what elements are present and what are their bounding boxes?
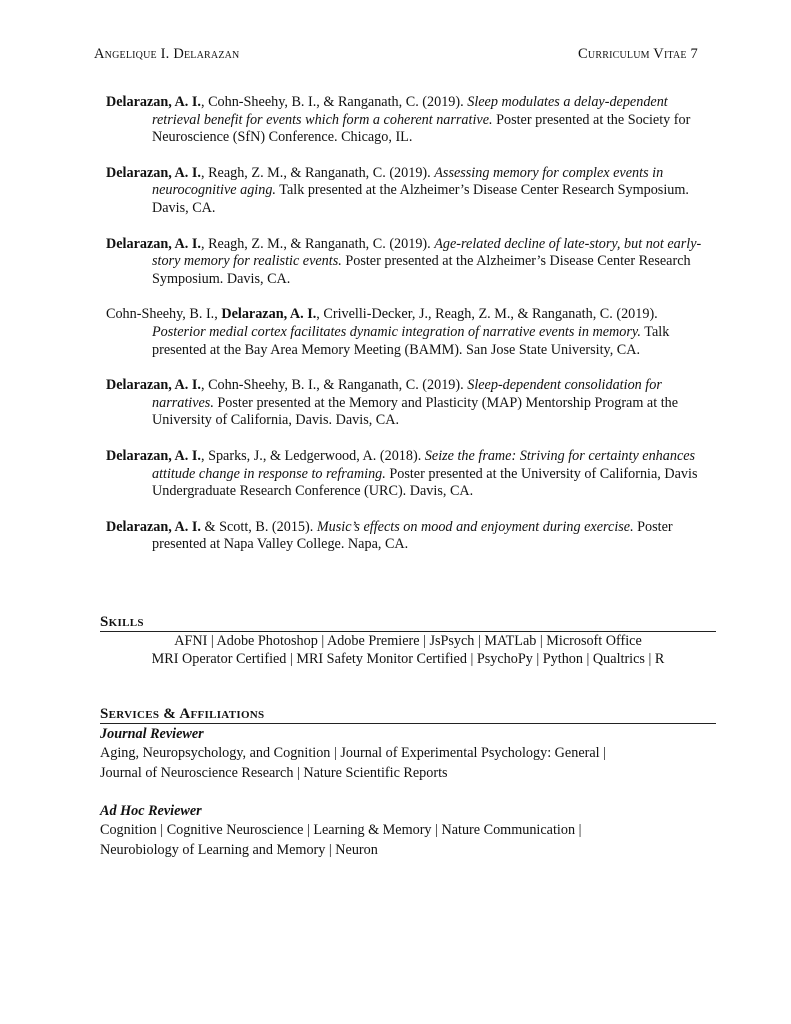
publication-title: Assessing memory for complex events in neurocognitive aging. <box>152 164 664 199</box>
services-heading: Services & Affiliations <box>100 706 716 724</box>
publication-venue: Poster presented at the Society for Neuroscience (SfN) Conference. Chicago, IL. <box>152 111 691 146</box>
skills-line: AFNI | Adobe Photoshop | Adobe Premiere | JsPsych | MATLab | Microsoft Office <box>174 633 642 649</box>
journal-line: Journal of Neuroscience Research | Nature Scientific Reports <box>100 764 448 781</box>
journal-reviewer-label: Journal Reviewer <box>100 726 204 742</box>
publication-entry <box>106 377 706 430</box>
publication-authors: , Reagh, Z. M., & Ranganath, C. (2019). <box>200 164 435 181</box>
publication-title: Age-related decline of late-story, but not early-story memory for realistic events. <box>152 235 702 270</box>
journal-reviewer-list <box>100 744 700 783</box>
author-bold: Delarazan, A. I. <box>106 518 201 535</box>
author-bold: Delarazan, A. I. <box>106 377 201 394</box>
publication-title: Music’s effects on mood and enjoyment during exercise. <box>316 518 634 535</box>
journal-line: Aging, Neuropsychology, and Cognition | Journal of Experimental Psychology: General | <box>100 745 606 761</box>
ad-hoc-reviewer-list <box>100 821 700 860</box>
publication-venue: Talk presented at the Alzheimer’s Disease Center Research Symposium. Davis, CA. <box>152 182 689 216</box>
publication-title: Sleep modulates a delay-dependent retrieval benefit for events which form a coherent narrative. <box>152 94 668 128</box>
publication-title: Seize the frame: Striving for certainty enhances attitude change in response to reframing. <box>152 447 696 482</box>
publication-authors: , Reagh, Z. M., & Ranganath, C. (2019). <box>200 235 435 252</box>
publication-title: Posterior medial cortex facilitates dynamic integration of narrative events in memory. <box>152 323 641 340</box>
publication-venue: Poster presented at the Memory and Plasticity (MAP) Mentorship Program at the University of California, Davis. Davis, CA. <box>152 394 679 429</box>
skills-list <box>100 633 716 668</box>
author-bold: Delarazan, A. I. <box>221 306 317 323</box>
publication-authors: , Crivelli-Decker, J., Reagh, Z. M., & Ranganath, C. (2019). <box>316 306 658 323</box>
ad-hoc-reviewer-label: Ad Hoc Reviewer <box>100 803 202 819</box>
publication-entry <box>106 519 706 554</box>
publication-entry <box>106 236 706 289</box>
publication-venue: Poster presented at Napa Valley College. Napa, CA. <box>152 518 673 553</box>
publication-entry <box>106 448 706 501</box>
publication-venue: Poster presented at the University of California, Davis Undergraduate Research Conference (URC). Davis, CA. <box>152 465 698 500</box>
author-name: Angelique I. Delarazan <box>94 46 240 62</box>
publication-lead-authors: Cohn-Sheehy, B. I., <box>106 306 222 323</box>
author-bold: Delarazan, A. I. <box>106 235 201 252</box>
ad-hoc-line: Neurobiology of Learning and Memory | Neuron <box>100 841 378 858</box>
author-bold: Delarazan, A. I. <box>106 94 201 110</box>
publication-title: Sleep-dependent consolidation for narratives. <box>152 377 662 411</box>
publication-list <box>106 94 706 572</box>
author-bold: Delarazan, A. I. <box>106 447 201 464</box>
author-bold: Delarazan, A. I. <box>106 164 201 181</box>
publication-authors: , Sparks, J., & Ledgerwood, A. (2018). <box>200 447 425 464</box>
publication-authors: , Cohn-Sheehy, B. I., & Ranganath, C. (2019). <box>200 377 468 394</box>
publication-venue: Talk presented at the Bay Area Memory Meeting (BAMM). San Jose State University, CA. <box>152 323 670 358</box>
publication-entry <box>106 94 706 147</box>
publication-entry <box>106 165 706 218</box>
ad-hoc-line: Cognition | Cognitive Neuroscience | Learning & Memory | Nature Communication | <box>100 822 582 838</box>
publication-authors: , Cohn-Sheehy, B. I., & Ranganath, C. (2019). <box>200 94 468 110</box>
publication-entry <box>106 306 706 359</box>
page-title: Curriculum Vitae 7 <box>578 46 698 62</box>
publication-venue: Poster presented at the Alzheimer’s Disease Center Research Symposium. Davis, CA. <box>152 253 691 287</box>
skills-line: MRI Operator Certified | MRI Safety Monitor Certified | PsychoPy | Python | Qualtrics | R <box>151 650 665 667</box>
page-header <box>94 46 698 66</box>
skills-heading: Skills <box>100 614 716 632</box>
publication-authors: & Scott, B. (2015). <box>200 518 317 535</box>
